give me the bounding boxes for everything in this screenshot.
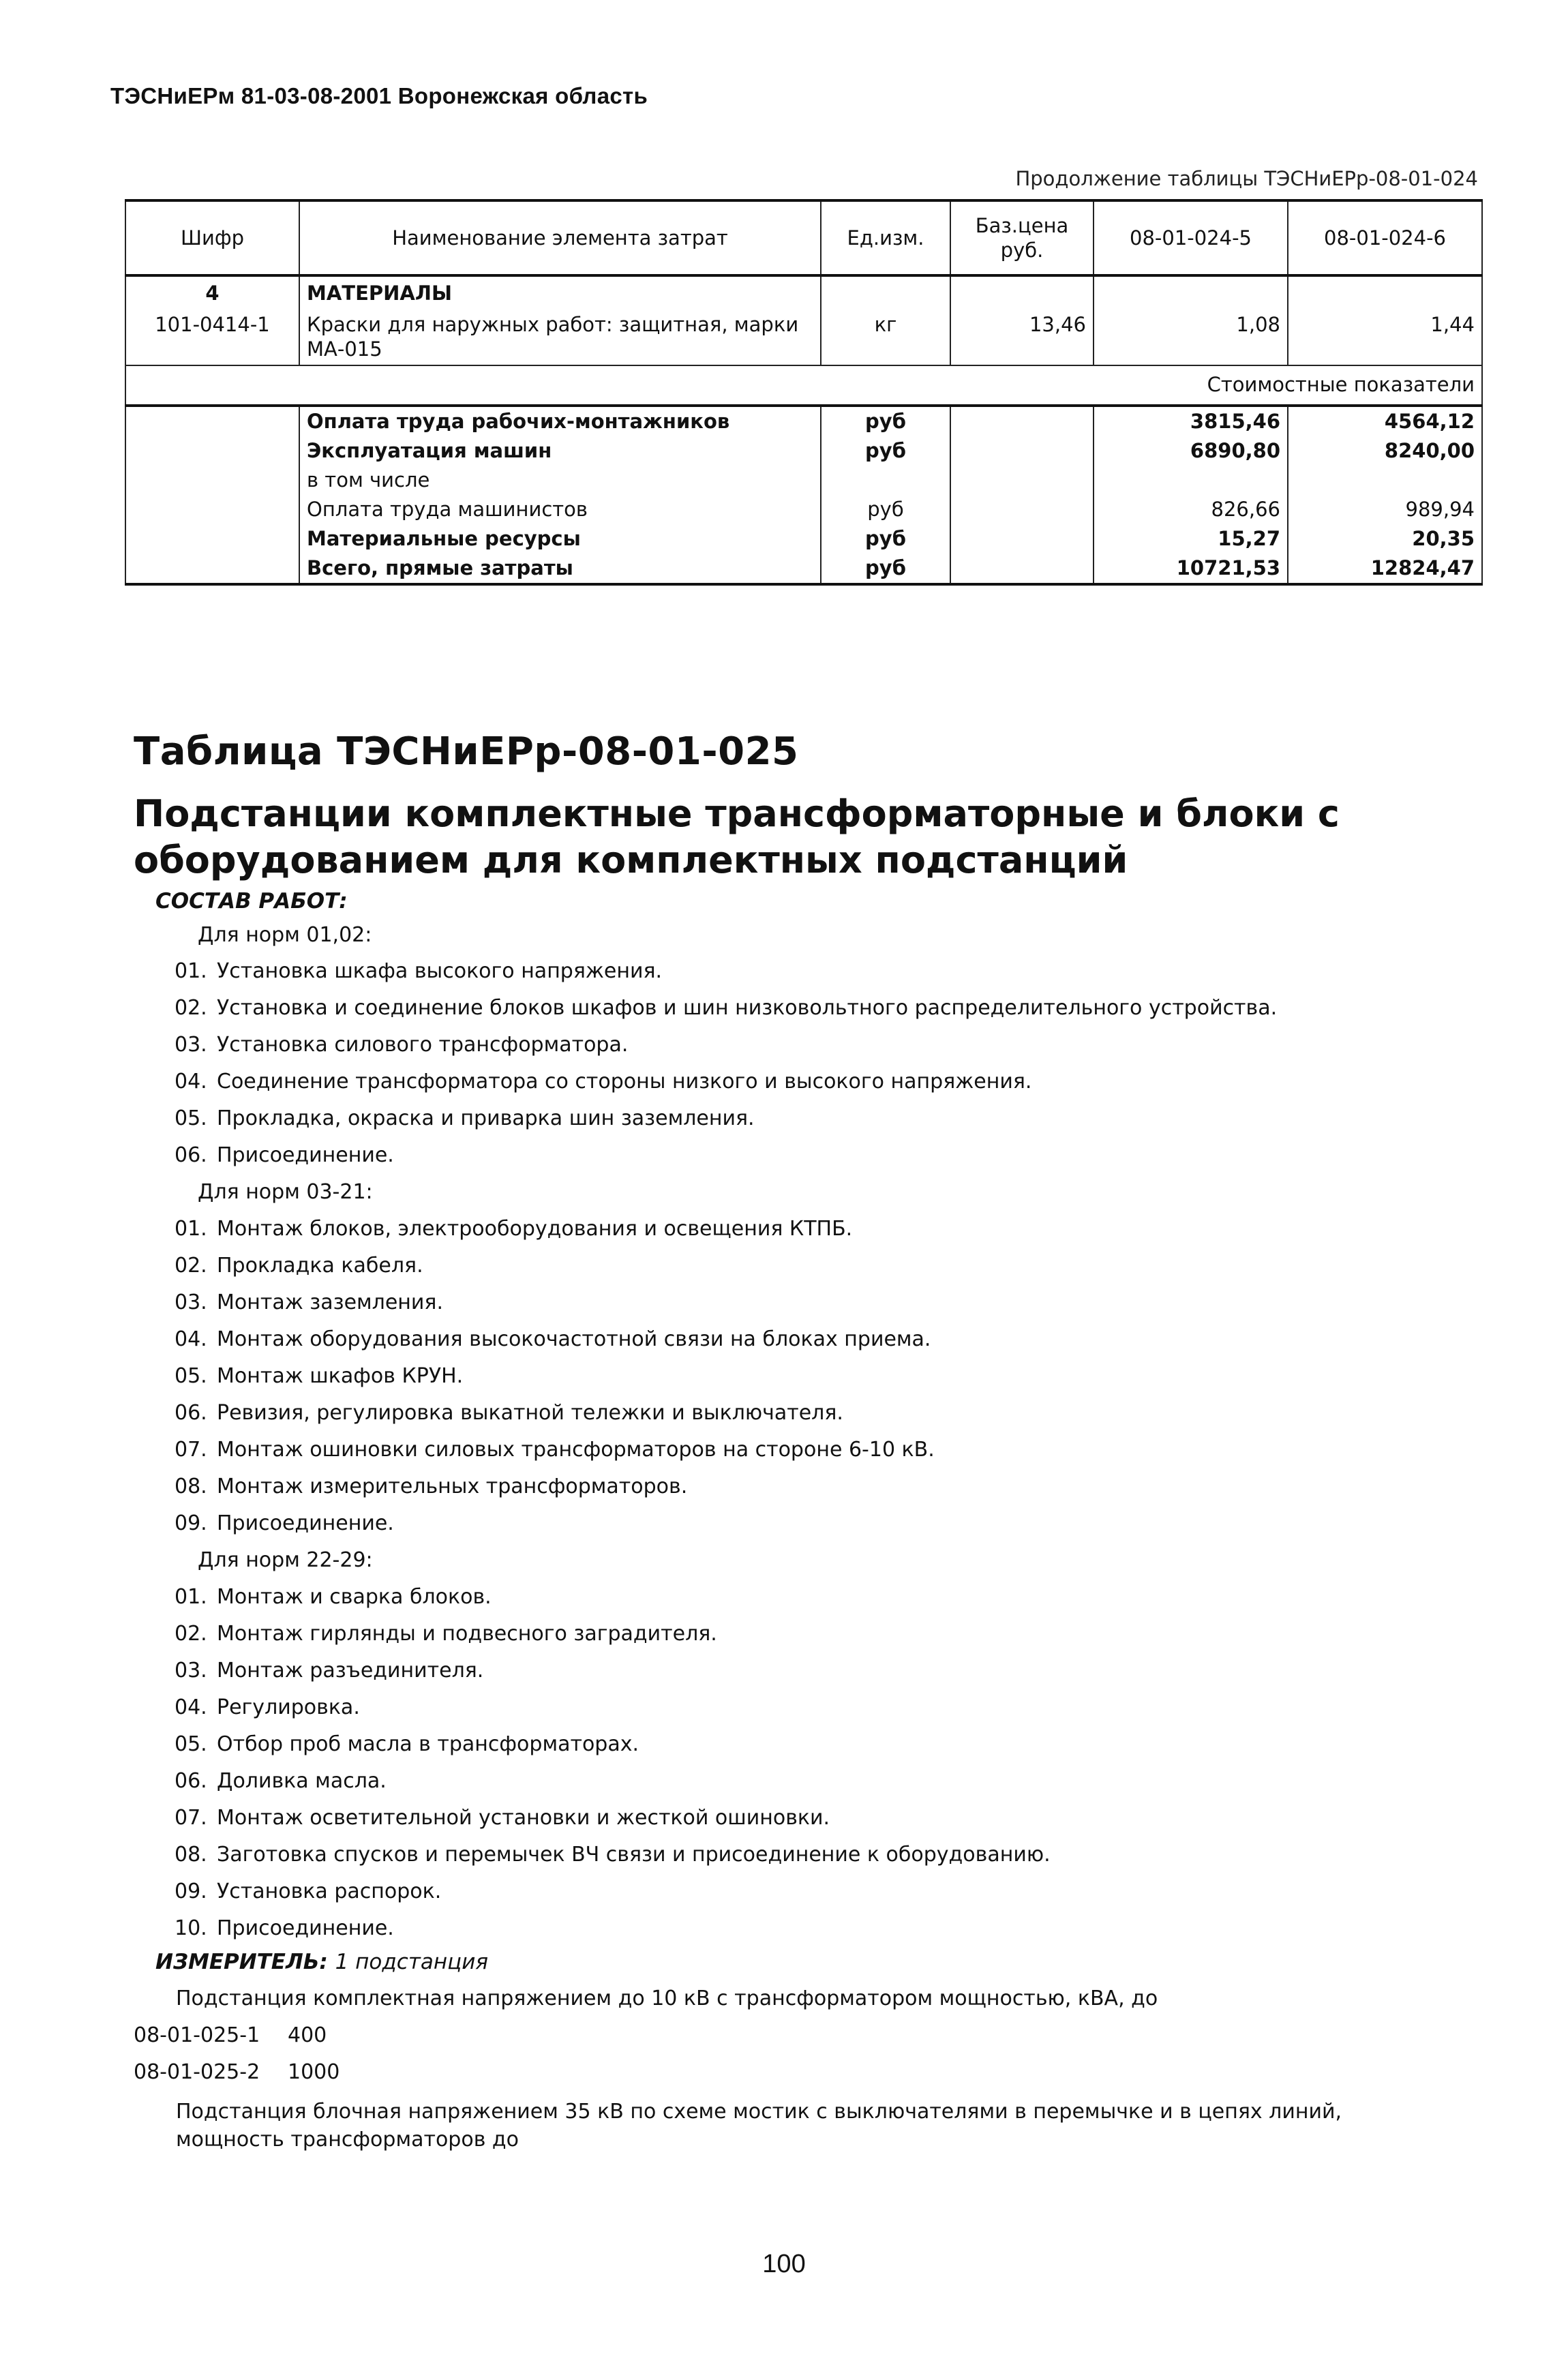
row-name: Эксплуатация машин [299,436,821,466]
col-header-norm-5: 08-01-024-5 [1094,200,1288,275]
row-unit: руб [821,495,950,524]
row-v1: 826,66 [1094,495,1288,524]
section-name: МАТЕРИАЛЫ [299,275,821,310]
table-row [125,554,1482,584]
row-v2: 20,35 [1288,524,1482,554]
row-v2: 4564,12 [1288,406,1482,436]
table-row [125,310,1482,365]
list-item: 07. Монтаж осветительной установки и жесткой ошиновки. [175,1806,830,1830]
code-row [134,2023,327,2047]
list-item: 09. Присоединение. [175,1511,394,1535]
measure-unit: 1 подстанция [335,1950,489,1974]
row-name: Всего, прямые затраты [299,554,821,584]
cost-header: Стоимостные показатели [125,365,1482,406]
row-unit: руб [821,406,950,436]
list-item: 07. Монтаж ошиновки силовых трансформаторов на стороне 6-10 кВ. [175,1438,935,1462]
material-code: 101-0414-1 [125,310,299,365]
row-name: Оплата труда машинистов [299,495,821,524]
row-v1: 10721,53 [1094,554,1288,584]
list-item: 03. Монтаж разъединителя. [175,1659,484,1682]
table-header-row [125,200,1482,275]
list-item: 08. Монтаж измерительных трансформаторов. [175,1475,688,1498]
row-unit: руб [821,436,950,466]
row-name: в том числе [299,466,821,495]
group-label: Для норм 22-29: [198,1548,373,1572]
list-item: 05. Монтаж шкафов КРУН. [175,1364,464,1388]
col-header-norm-6: 08-01-024-6 [1288,200,1482,275]
group-label: Для норм 03-21: [198,1180,373,1204]
material-name: Краски для наружных работ: защитная, марки МА-015 [299,310,821,365]
norm-code: 08-01-025-1 [134,2023,260,2047]
material-v2: 1,44 [1288,310,1482,365]
row-v1: 3815,46 [1094,406,1288,436]
list-item: 01. Установка шкафа высокого напряжения. [175,959,663,983]
row-v2: 8240,00 [1288,436,1482,466]
row-v2: 12824,47 [1288,554,1482,584]
measure-label-text: ИЗМЕРИТЕЛЬ: [155,1950,328,1974]
row-v1: 6890,80 [1094,436,1288,466]
table-row [125,406,1482,436]
list-item: 06. Присоединение. [175,1143,394,1167]
work-composition-label: СОСТАВ РАБОТ: [155,889,348,914]
cost-header-row [125,365,1482,406]
group-label: Для норм 01,02: [198,923,372,947]
list-item: 04. Монтаж оборудования высокочастотной связи на блоках приема. [175,1327,931,1351]
row-v1: 15,27 [1094,524,1288,554]
norm-value: 400 [288,2023,327,2047]
code-row [134,2060,340,2084]
list-item: 02. Монтаж гирлянды и подвесного заградителя. [175,1622,717,1646]
measure-label [155,1950,488,1974]
list-item: 04. Регулировка. [175,1695,360,1719]
row-name: Оплата труда рабочих-монтажников [299,406,821,436]
col-header-unit: Ед.изм. [821,200,950,275]
row-v2: 989,94 [1288,495,1482,524]
list-item: 10. Присоединение. [175,1916,394,1940]
col-header-price: Баз.цена руб. [950,200,1094,275]
description-paragraph: Подстанция блочная напряжением 35 кВ по схеме мостик с выключателями в перемычке и в цепях линий, мощность трансформаторов до [176,2100,1342,2152]
list-item: 05. Отбор проб масла в трансформаторах. [175,1732,639,1756]
list-item: 01. Монтаж и сварка блоков. [175,1585,492,1609]
material-unit: кг [821,310,950,365]
row-v1 [1094,466,1288,495]
list-item: 05. Прокладка, окраска и приварка шин заземления. [175,1106,755,1130]
list-item: 06. Доливка масла. [175,1769,387,1793]
list-item: 03. Установка силового трансформатора. [175,1033,629,1057]
list-item: 09. Установка распорок. [175,1880,442,1903]
row-name: Материальные ресурсы [299,524,821,554]
row-unit: руб [821,554,950,584]
row-unit: руб [821,524,950,554]
col-header-code: Шифр [125,200,299,275]
description-paragraph: Подстанция комплектная напряжением до 10 кВ с трансформатором мощностью, кВА, до [176,1987,1158,2010]
list-item: 03. Монтаж заземления. [175,1291,443,1314]
cost-table [125,199,1483,586]
list-item: 02. Установка и соединение блоков шкафов и шин низковольтного распределительного устройства. [175,996,1278,1020]
list-item: 02. Прокладка кабеля. [175,1254,423,1278]
col-header-name: Наименование элемента затрат [299,200,821,275]
page-number: 100 [762,2250,806,2278]
table-row [125,524,1482,554]
list-item: 08. Заготовка спусков и перемычек ВЧ связи и присоединение к оборудованию. [175,1843,1051,1867]
table-row [125,436,1482,466]
table-row [125,466,1482,495]
list-item: 01. Монтаж блоков, электрооборудования и освещения КТПБ. [175,1217,853,1241]
document-header: ТЭСНиЕРм 81-03-08-2001 Воронежская область [110,83,648,108]
row-v2 [1288,466,1482,495]
material-price: 13,46 [950,310,1094,365]
material-v1: 1,08 [1094,310,1288,365]
table-row [125,495,1482,524]
row-unit [821,466,950,495]
table-row [125,275,1482,310]
norm-code: 08-01-025-2 [134,2060,260,2084]
norm-value: 1000 [288,2060,340,2084]
section-subtitle: Подстанции комплектные трансформаторные и блоки с оборудованием для комплектных подстанций [134,792,1340,881]
list-item: 06. Ревизия, регулировка выкатной тележки и выключателя. [175,1401,843,1425]
table-title: Таблица ТЭСНиЕРр-08-01-025 [134,729,799,774]
list-item: 04. Соединение трансформатора со стороны низкого и высокого напряжения. [175,1070,1032,1093]
continuation-label: Продолжение таблицы ТЭСНиЕРр-08-01-024 [1015,167,1478,190]
section-num: 4 [125,275,299,310]
